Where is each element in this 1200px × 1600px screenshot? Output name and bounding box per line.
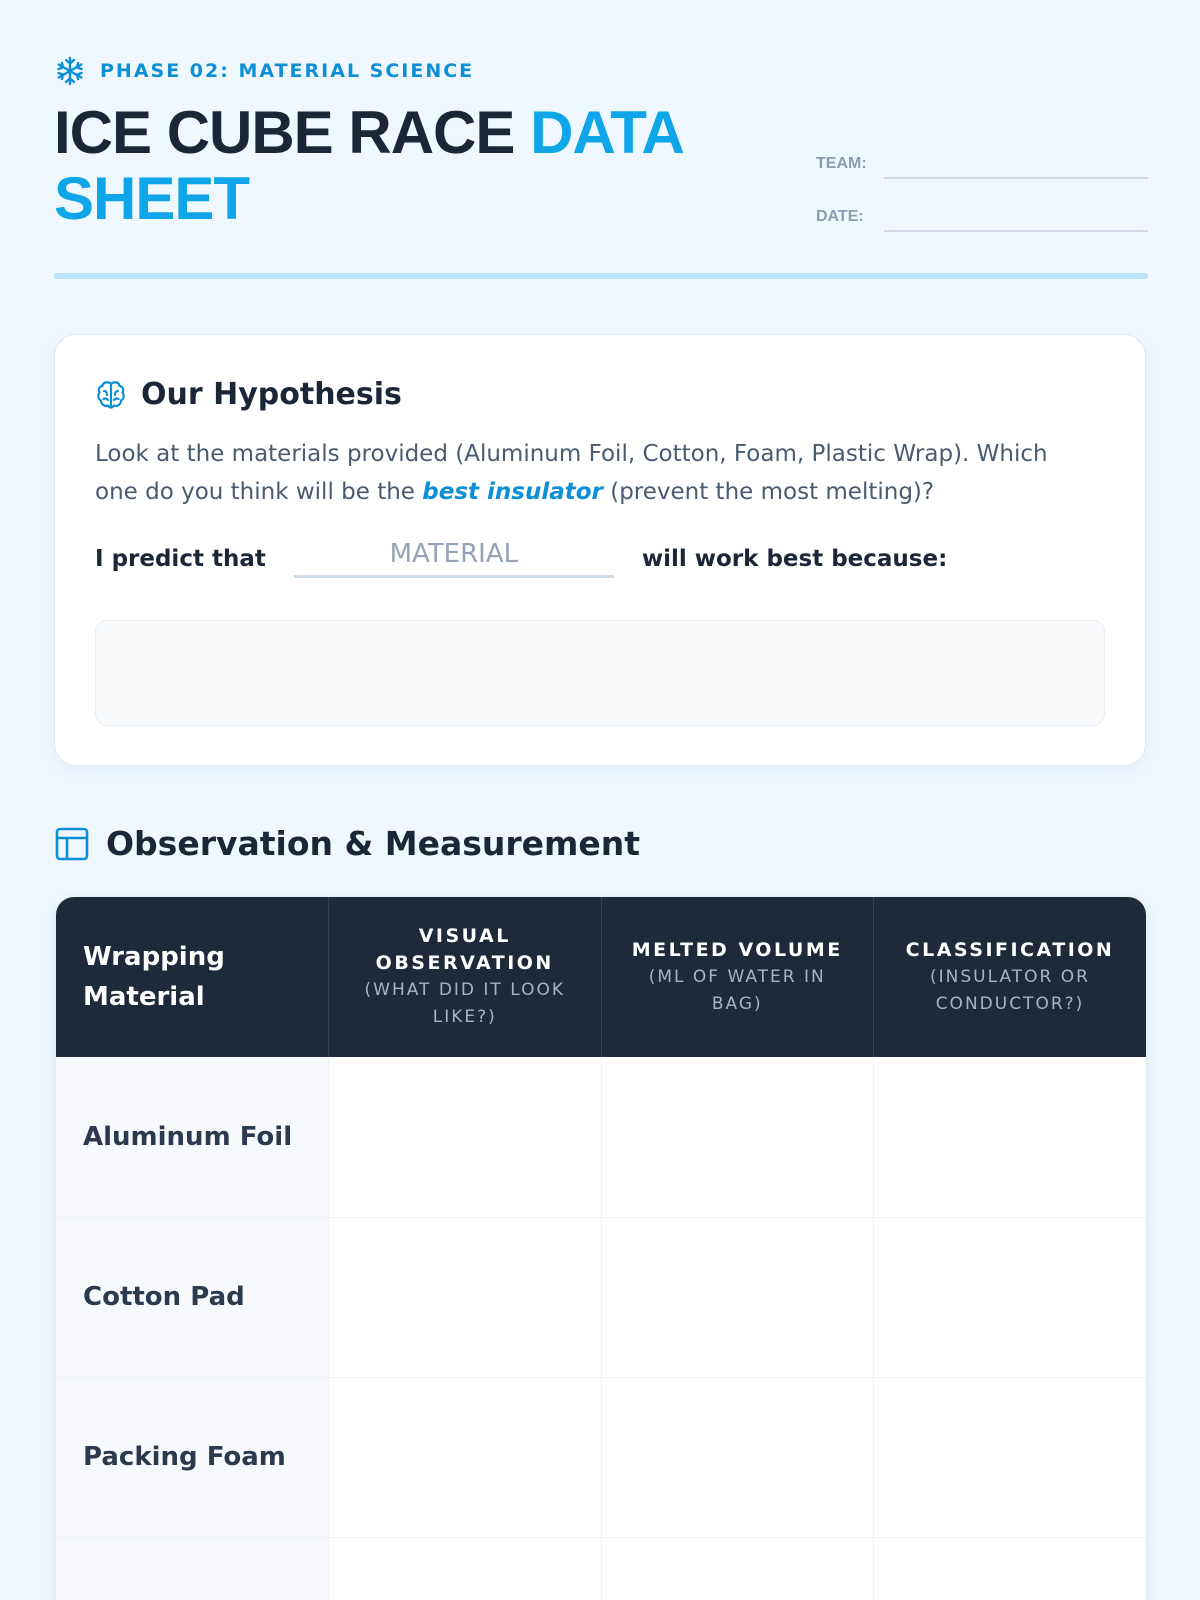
prediction-sentence — [95, 539, 947, 578]
title-main: ICE CUBE RACE — [54, 99, 531, 166]
date-row — [816, 198, 1148, 232]
table-header-row — [56, 897, 1146, 1057]
table-row — [56, 1217, 1146, 1377]
column-header-label: CLASSIFICATION — [905, 938, 1115, 961]
column-header-material — [56, 897, 329, 1057]
snowflake-icon — [54, 55, 86, 87]
material-blank-field[interactable]: MATERIAL — [294, 539, 614, 578]
phase-label: PHASE 02: MATERIAL SCIENCE — [100, 60, 475, 82]
phase-kicker — [54, 55, 474, 87]
material-cell: Packing Foam — [56, 1377, 329, 1537]
team-field[interactable] — [884, 145, 1148, 179]
classification-cell[interactable] — [874, 1537, 1147, 1600]
prompt-emphasis: best insulator — [422, 479, 603, 505]
melted-volume-cell[interactable] — [601, 1377, 874, 1537]
predict-prefix: I predict that — [95, 545, 266, 572]
hypothesis-title: Our Hypothesis — [141, 377, 402, 412]
table-row — [56, 1537, 1146, 1600]
material-cell: Aluminum Foil — [56, 1057, 329, 1217]
visual-observation-cell[interactable] — [329, 1377, 602, 1537]
title-accent: DATA SHEET — [54, 99, 682, 232]
melted-volume-cell[interactable] — [601, 1057, 874, 1217]
melted-volume-cell[interactable] — [601, 1537, 874, 1600]
team-label: TEAM: — [816, 155, 867, 172]
brain-icon — [95, 379, 127, 411]
prompt-text-1: Look at the materials provided (Aluminum Foil, Cotton, Foam, Plastic Wrap). Which one do you think will be the — [95, 441, 1048, 505]
observation-table — [56, 897, 1146, 1600]
observation-header — [54, 824, 640, 863]
table-row — [56, 1377, 1146, 1537]
material-cell — [56, 1537, 329, 1600]
hypothesis-prompt — [95, 435, 1095, 511]
classification-cell[interactable] — [874, 1377, 1147, 1537]
melted-volume-cell[interactable] — [601, 1217, 874, 1377]
prompt-text-2: (prevent the most melting)? — [602, 479, 935, 505]
team-date-fields — [816, 145, 1148, 251]
observation-title: Observation & Measurement — [106, 824, 641, 863]
table-row — [56, 1057, 1146, 1217]
column-header-classification — [874, 897, 1147, 1057]
hypothesis-header — [95, 377, 402, 412]
page-title — [54, 100, 774, 232]
visual-observation-cell[interactable] — [329, 1057, 602, 1217]
column-header-volume — [601, 897, 874, 1057]
predict-suffix: will work best because: — [641, 545, 948, 572]
date-field[interactable] — [884, 198, 1148, 232]
team-row — [816, 145, 1148, 179]
column-header-visual — [329, 897, 602, 1057]
visual-observation-cell[interactable] — [329, 1217, 602, 1377]
column-header-sublabel: (INSULATOR OR CONDUCTOR?) — [930, 966, 1090, 1014]
hypothesis-card — [54, 334, 1146, 766]
visual-observation-cell[interactable] — [329, 1537, 602, 1600]
column-header-sublabel: (WHAT DID IT LOOK LIKE?) — [364, 980, 565, 1027]
table-icon — [54, 826, 90, 862]
classification-cell[interactable] — [874, 1217, 1147, 1377]
classification-cell[interactable] — [874, 1057, 1147, 1217]
column-header-label: Wrapping Material — [83, 942, 225, 1012]
column-header-label: VISUAL OBSERVATION — [375, 925, 554, 974]
date-label: DATE: — [816, 208, 864, 225]
header-divider — [54, 273, 1148, 279]
reason-answer-box[interactable] — [95, 620, 1105, 726]
column-header-label: MELTED VOLUME — [631, 938, 843, 961]
material-cell: Cotton Pad — [56, 1217, 329, 1377]
column-header-sublabel: (ML OF WATER IN BAG) — [648, 966, 826, 1014]
